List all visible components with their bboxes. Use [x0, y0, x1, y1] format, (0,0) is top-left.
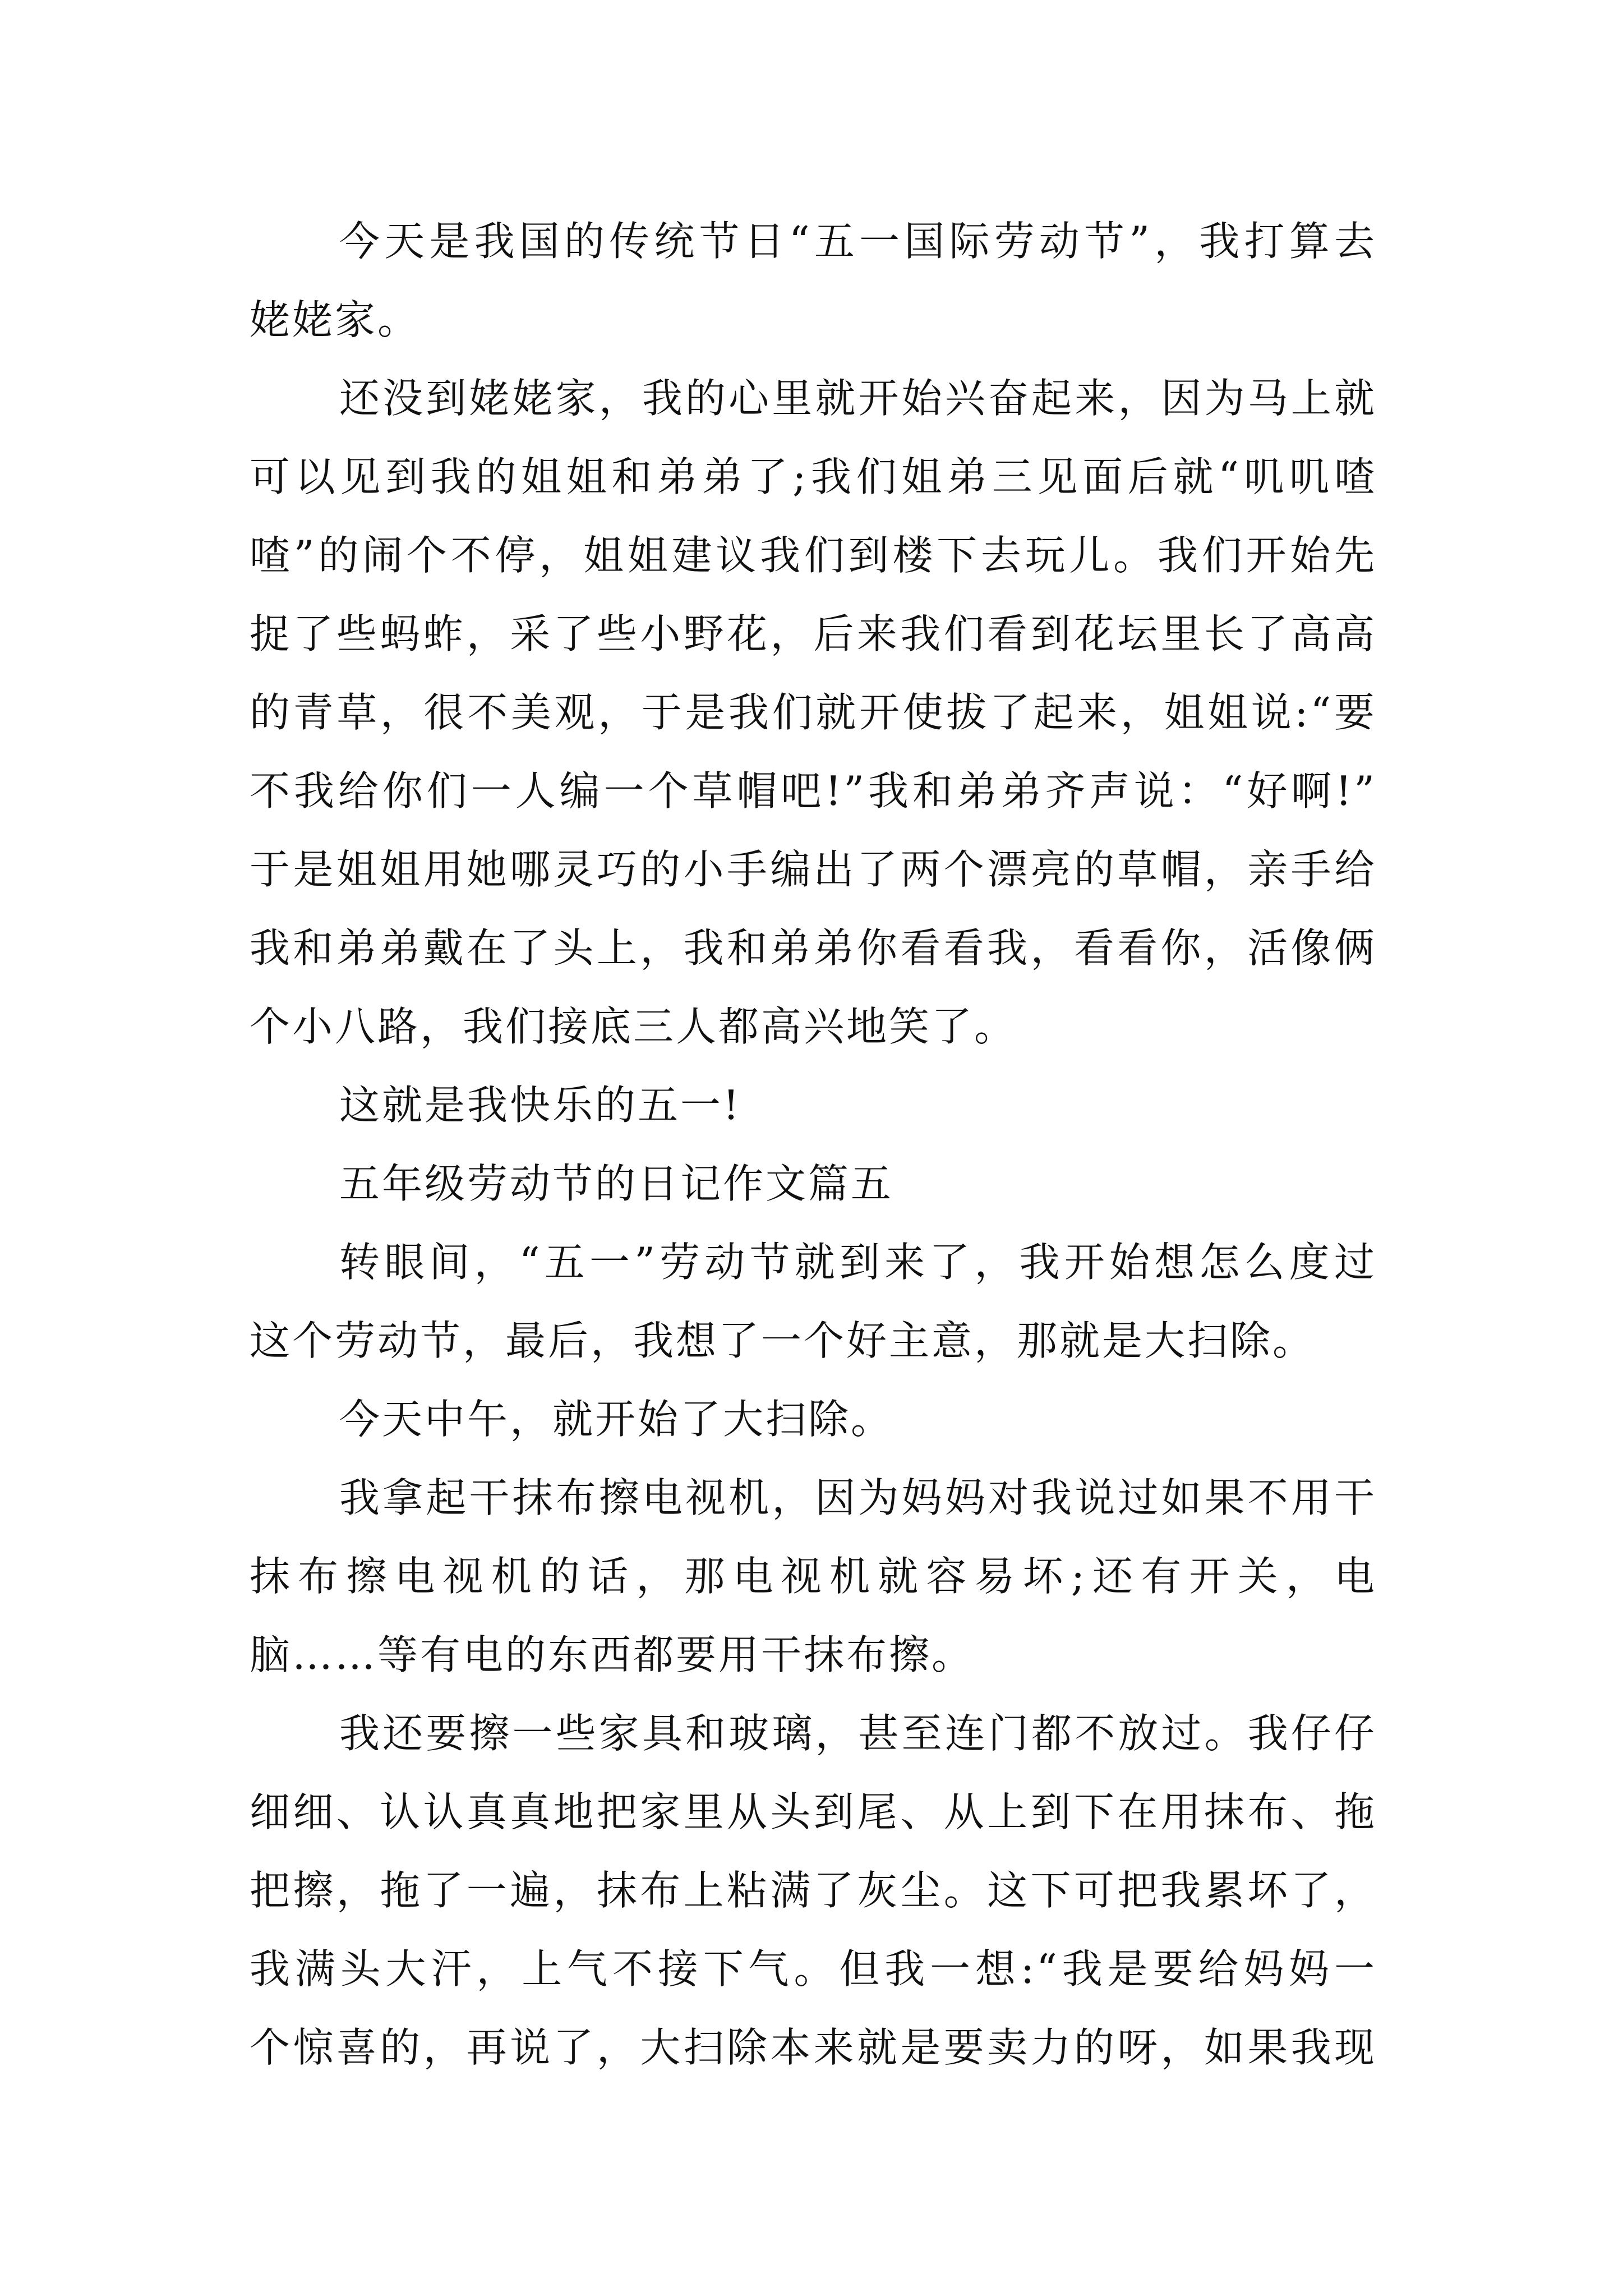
text-line: 抹布擦电视机的话，那电视机就容易坏;还有开关，电 — [250, 1553, 1377, 1600]
text-line: 姥姥家。 — [250, 296, 421, 343]
text-line: 细细、认认真真地把家里从头到尾、从上到下在用抹布、拖 — [250, 1788, 1377, 1835]
text-line: 转眼间，“五一”劳动节就到来了，我开始想怎么度过 — [339, 1239, 1377, 1286]
text-line: 我还要擦一些家具和玻璃，甚至连门都不放过。我仔仔 — [339, 1710, 1377, 1757]
document-body — [250, 202, 1377, 2087]
text-line: 不我给你们一人编一个草帽吧!”我和弟弟齐声说：“好啊!” — [250, 767, 1377, 815]
text-line: 今天中午，就开始了大扫除。 — [339, 1396, 894, 1443]
text-line: 我满头大汗，上气不接下气。但我一想:“我是要给妈妈一 — [250, 1945, 1377, 1993]
text-line: 还没到姥姥家，我的心里就开始兴奋起来，因为马上就 — [339, 375, 1377, 422]
text-line: 于是姐姐用她哪灵巧的小手编出了两个漂亮的草帽，亲手给 — [250, 846, 1377, 893]
text-line: 把擦，拖了一遍，抹布上粘满了灰尘。这下可把我累坏了， — [250, 1867, 1377, 1914]
text-line: 个惊喜的，再说了，大扫除本来就是要卖力的呀，如果我现 — [250, 2024, 1377, 2071]
text-line: 我和弟弟戴在了头上，我和弟弟你看看我，看看你，活像俩 — [250, 924, 1377, 972]
section-heading: 五年级劳动节的日记作文篇五 — [339, 1160, 894, 1207]
text-line: 这就是我快乐的五一! — [339, 1082, 741, 1129]
text-line: 我拿起干抹布擦电视机，因为妈妈对我说过如果不用干 — [339, 1474, 1377, 1521]
text-line: 这个劳动节，最后，我想了一个好主意，那就是大扫除。 — [250, 1317, 1316, 1364]
text-line: 脑……等有电的东西都要用干抹布擦。 — [250, 1631, 975, 1678]
text-line: 喳”的闹个不停，姐姐建议我们到楼下去玩儿。我们开始先 — [250, 532, 1377, 579]
text-line: 捉了些蚂蚱，采了些小野花，后来我们看到花坛里长了高高 — [250, 610, 1377, 657]
text-line: 个小八路，我们接底三人都高兴地笑了。 — [250, 1003, 1017, 1050]
text-line: 今天是我国的传统节日“五一国际劳动节”，我打算去 — [339, 218, 1377, 265]
text-line: 可以见到我的姐姐和弟弟了;我们姐弟三见面后就“叽叽喳 — [250, 453, 1377, 500]
text-line: 的青草，很不美观，于是我们就开使拔了起来，姐姐说:“要 — [250, 689, 1377, 736]
